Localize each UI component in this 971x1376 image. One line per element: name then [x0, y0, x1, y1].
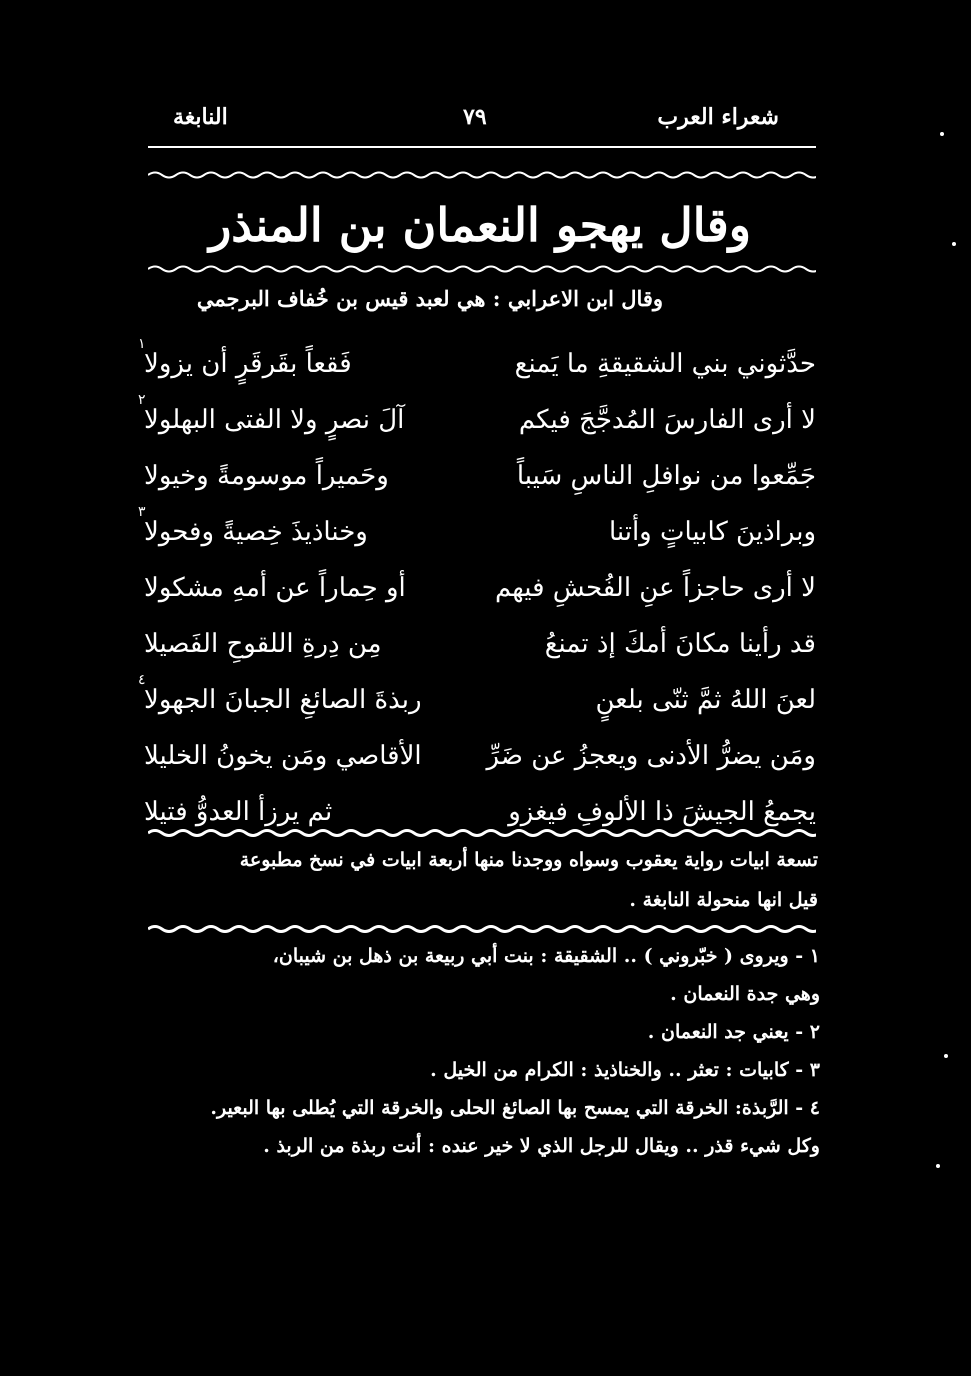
book-title: شعراء العرب	[657, 104, 779, 130]
verse-second-hemistich: آلَ نصرٍ ولا الفتى البهلولا	[144, 405, 405, 435]
page-number: ٧٩	[463, 104, 487, 130]
footnote-text: وكل شيء قذر .. ويقال للرجل الذي لا خير عنده : أنت ربذة من الربذ .	[263, 1135, 820, 1157]
verse-note-marker: ٢	[138, 392, 146, 408]
verse-note-marker: ٤	[138, 672, 146, 688]
verse-first-hemistich: لعنَ اللهُ ثمَّ ثنّى بلعنٍ	[595, 685, 816, 715]
poem-attribution: وقال ابن الاعرابي : هي لعبد قيس بن خُفاف البرجمي	[196, 286, 664, 311]
running-header	[145, 98, 815, 138]
verses-bottom-ornament	[148, 828, 816, 838]
verse	[140, 448, 820, 504]
verse-note-marker: ٣	[138, 504, 146, 520]
verse-second-hemistich: وحَميراً موسومةً وخيولا	[144, 461, 389, 491]
footnote-line	[140, 1097, 820, 1135]
footnote-text: ٣ - كابيات : تعثر .. والخناذيذ : الكرام من الخيل .	[430, 1059, 820, 1081]
verse-second-hemistich: مِن دِرةِ اللقوحِ الفَصيلا	[144, 629, 382, 659]
verse-first-hemistich: لا أرى حاجزاً عنِ الفُحشِ فيهم	[494, 573, 816, 603]
poem-verses	[140, 336, 820, 840]
note-line	[140, 842, 818, 882]
verse-first-hemistich: وبراذينَ كابياتٍ وأتنا	[608, 517, 816, 547]
title-top-ornament	[148, 170, 816, 180]
verse-first-hemistich: حدَّثوني بني الشقيقةِ ما يَمنع	[514, 349, 816, 379]
header-rule	[148, 146, 816, 148]
verse-note-marker: ١	[138, 336, 146, 352]
editorial-note	[140, 842, 818, 922]
note-text: قيل انها منحولة النابغة .	[629, 889, 818, 911]
note-line	[140, 882, 818, 922]
verse-second-hemistich: وخناذيذَ خِصيةً وفحولا	[144, 517, 368, 547]
poet-name: النابغة	[173, 104, 228, 130]
footnote-text: وهي جدة النعمان .	[670, 983, 820, 1005]
verse	[140, 616, 820, 672]
verse-first-hemistich: يجمعُ الجيشَ ذا الألوفِ فيغزو	[508, 797, 816, 827]
footnote-line	[140, 1059, 820, 1097]
verse	[140, 672, 820, 728]
verse	[140, 560, 820, 616]
verse-first-hemistich: جَمِّعوا من نوافلِ الناسِ سَيباً	[516, 461, 816, 491]
verse	[140, 336, 820, 392]
footnote-line	[140, 983, 820, 1021]
footnote-line	[140, 945, 820, 983]
verse	[140, 392, 820, 448]
verse-first-hemistich: لا أرى الفارسَ المُدجَّجَ فيكم	[518, 405, 816, 435]
verse	[140, 728, 820, 784]
verse-second-hemistich: الأقاصي ومَن يخونُ الخليلا	[144, 741, 422, 771]
scan-speck	[940, 132, 944, 136]
verse-second-hemistich: ربذةَ الصائغِ الجبانَ الجهولا	[144, 685, 422, 715]
footnote-line	[140, 1135, 820, 1173]
footnote-text: ١ - ويروى ( خبّروني ) .. الشقيقة : بنت أبي ربيعة بن ذهل بن شيبان،	[272, 945, 820, 967]
verse-first-hemistich: قد رأينا مكانَ أمكَ إذ تمنعُ	[544, 629, 816, 659]
footnotes	[140, 945, 820, 1173]
footnote-text: ٢ - يعني جد النعمان .	[647, 1021, 820, 1043]
verse-second-hemistich: فَقعاً بقَرقَرٍ أن يزولا	[144, 349, 352, 379]
scan-speck	[936, 1164, 940, 1168]
scan-speck	[952, 242, 956, 246]
verse-first-hemistich: ومَن يضرُّ الأدنى ويعجزُ عن ضَرِّ	[486, 741, 816, 771]
verse	[140, 504, 820, 560]
poem-title: وقال يهجو النعمان بن المنذر	[209, 198, 751, 252]
verse-second-hemistich: أو حِماراً عن أمهِ مشكولا	[144, 573, 406, 603]
footnote-line	[140, 1021, 820, 1059]
footnote-text: ٤ - الرَّبذة: الخرقة التي يمسح بها الصائغ الحلى والخرقة التي يُطلى بها البعير.	[210, 1097, 820, 1119]
note-text: تسعة ابيات رواية يعقوب وسواه ووجدنا منها أربعة ابيات في نسخ مطبوعة	[239, 849, 818, 871]
scan-speck	[944, 1054, 948, 1058]
verse-second-hemistich: ثم يرزأ العدوُّ فتيلا	[144, 797, 333, 827]
title-bottom-ornament	[148, 264, 816, 274]
footnotes-top-ornament	[148, 924, 816, 934]
